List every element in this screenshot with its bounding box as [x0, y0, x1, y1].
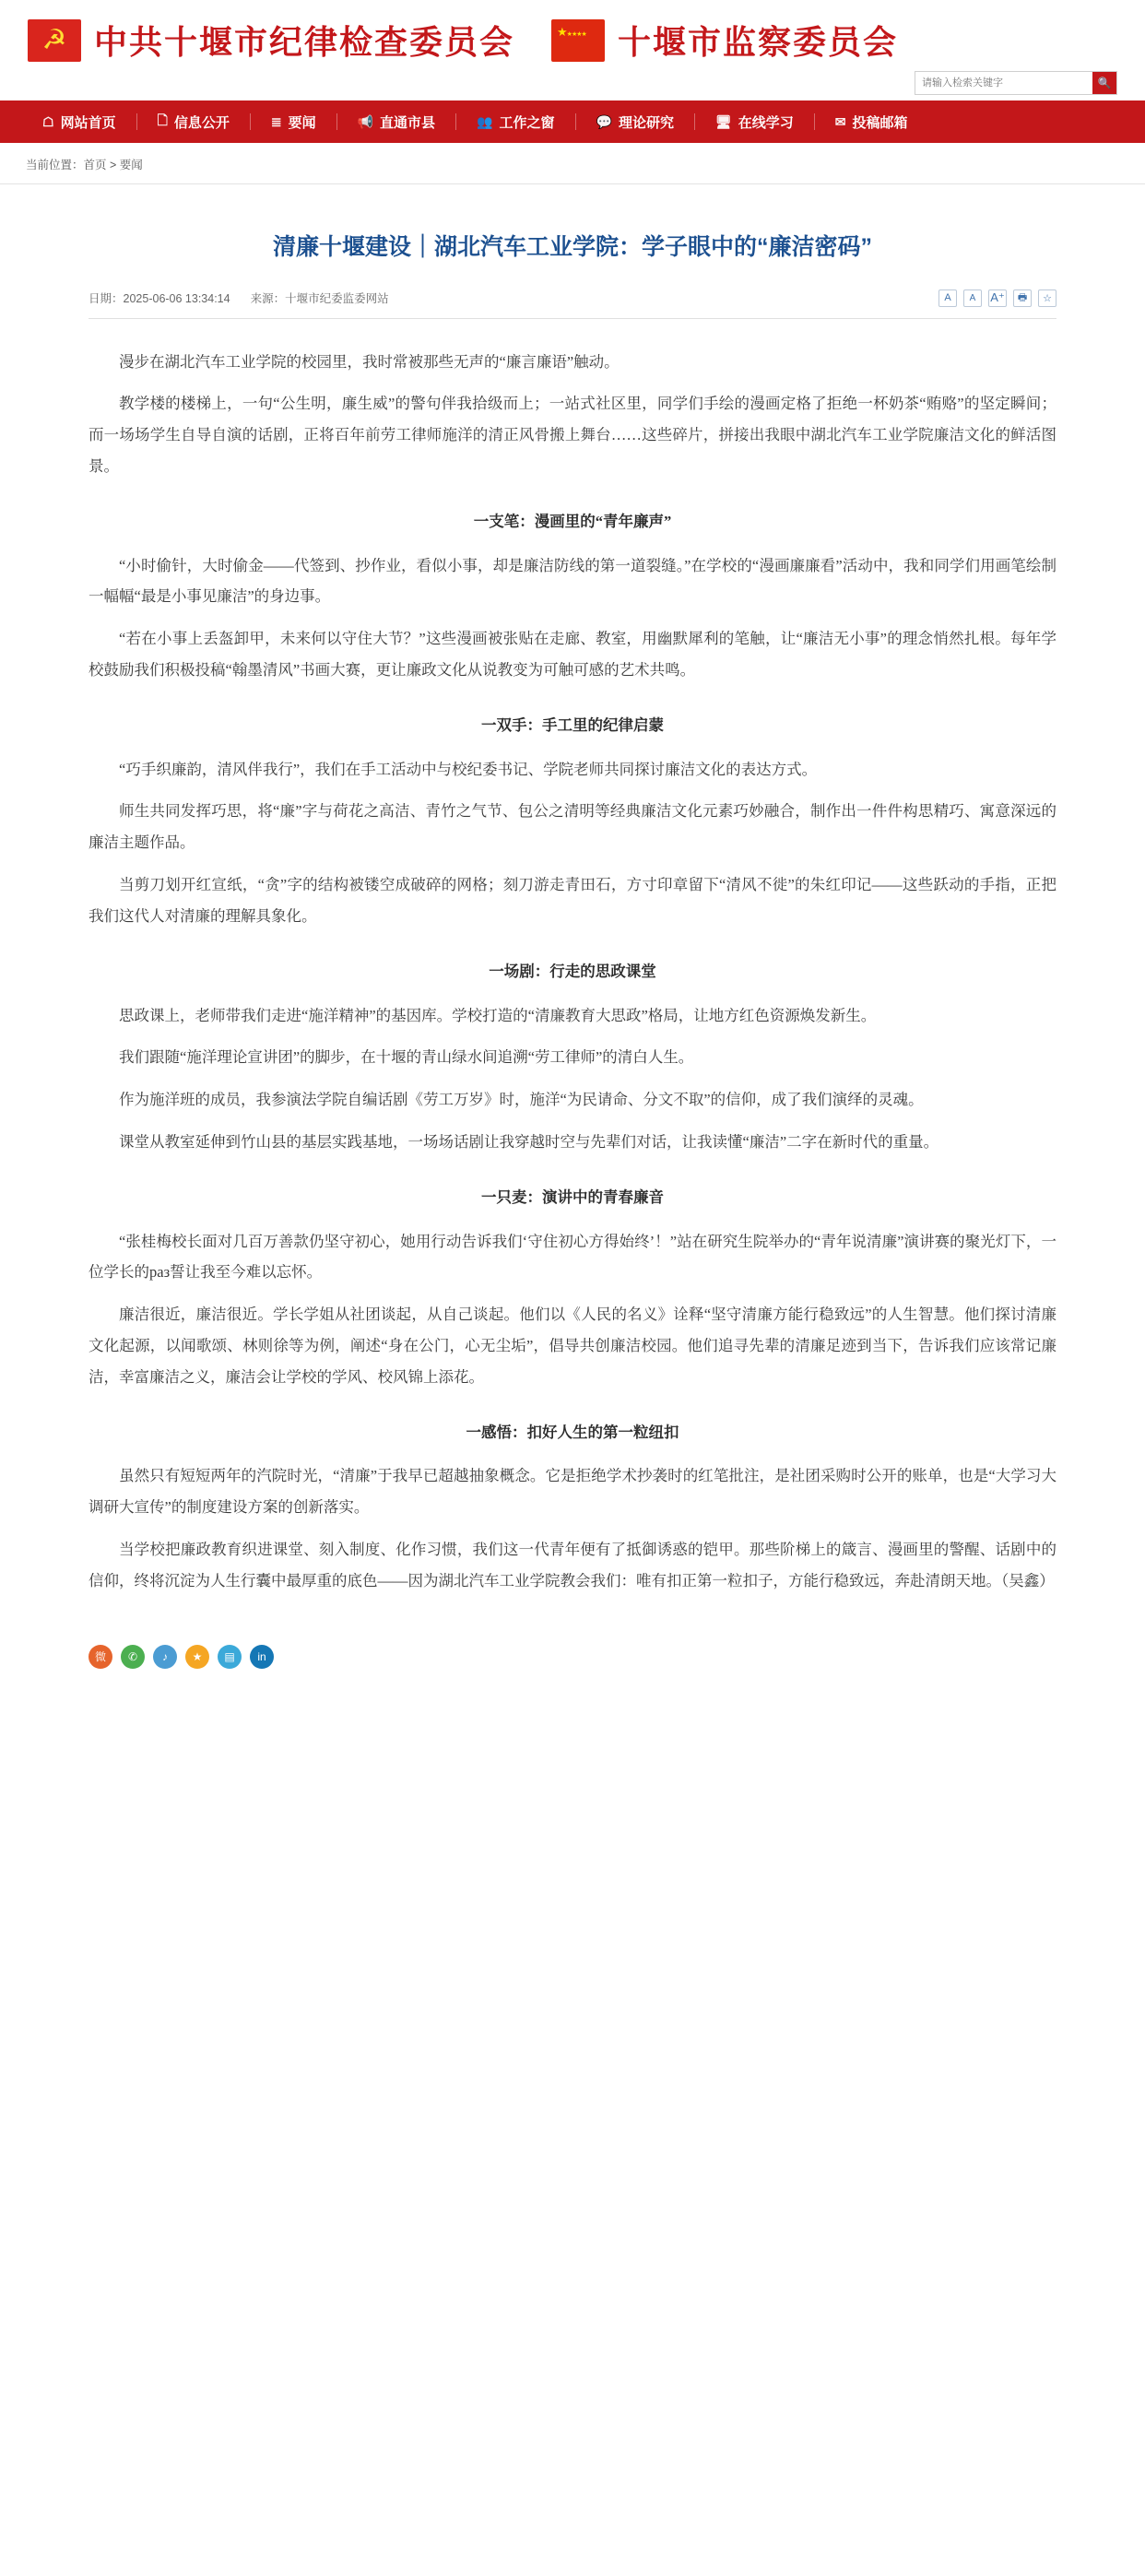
article-subheading: 一场剧：行走的思政课堂 [489, 962, 656, 980]
brand-left[interactable] [28, 17, 514, 64]
article-body [89, 319, 1056, 1597]
article-meta [89, 290, 1056, 319]
font-size-large-button[interactable]: A⁺ [988, 290, 1007, 307]
breadcrumb-item-home[interactable]: 首页 [83, 159, 107, 171]
article-paragraph: 思政课上，老师带我们走进“施洋精神”的基因库。学校打造的“清廉教育大思政”格局，让地方红色资源焕发新生。 [119, 1006, 877, 1024]
wechat-share-icon[interactable]: ✆ [121, 1645, 145, 1669]
article-paragraph: “小时偷针，大时偷金——代签到、抄作业，看似小事，却是廉洁防线的第一道裂缝。”在学校的“漫画廉廉看”活动中，我和同学们用画笔绘制一幅幅“最是小事见廉洁”的身边事。 [89, 556, 1056, 606]
list-icon: ≣ [270, 113, 282, 129]
stars-glyph: ★★★★★ [557, 24, 586, 39]
article-paragraph: 作为施洋班的成员，我参演法学院自编话剧《劳工万岁》时，施洋“为民请命、分文不取”的信仰，成了我们演绎的灵魂。 [119, 1091, 924, 1109]
page-title: 清廉十堰建设｜湖北汽车工业学院：学子眼中的“廉洁密码” [272, 234, 872, 260]
article-paragraph: 教学楼的楼梯上，一句“公生明，廉生威”的警句伴我拾级而上；一站式社区里，同学们手绘的漫画定格了拒绝一杯奶茶“贿赂”的坚定瞬间；而一场场学生自导自演的话剧，正将百年前劳工律师施洋的清正风骨搬上舞台……这些碎片，拼接出我眼中湖北汽车工业学院廉洁文化的鲜活图景。 [89, 395, 1056, 475]
article-paragraph: “若在小事上丢盔卸甲，未来何以守住大节？”这些漫画被张贴在走廊、教室，用幽默犀利的笔触，让“廉洁无小事”的理念悄然扎根。每年学校鼓励我们积极投稿“翰墨清风”书画大赛，更让廉政文化从说教变为可触可感的艺术共鸣。 [89, 630, 1056, 679]
brand-right[interactable] [551, 17, 898, 64]
nav-item-submit-mail[interactable] [815, 100, 928, 143]
site-header [0, 0, 1145, 71]
article-subheading: 一支笔：漫画里的“青年廉声” [473, 512, 672, 530]
weibo-share-icon[interactable]: 微 [89, 1645, 112, 1669]
nav-item-direct-city[interactable] [337, 100, 455, 143]
article-paragraph: 课堂从教室延伸到竹山县的基层实践基地，一场场话剧让我穿越时空与先辈们对话，让我读懂“廉洁”二字在新时代的重量。 [119, 1132, 939, 1151]
article-meta-left [89, 290, 389, 306]
nav-item-online-study[interactable] [695, 100, 814, 143]
breadcrumb [0, 143, 1145, 184]
search-box[interactable] [915, 71, 1117, 95]
document-icon: 🗋 [157, 112, 168, 127]
breadcrumb-separator: > [106, 159, 120, 171]
article-paragraph: 漫步在湖北汽车工业学院的校园里，我时常被那些无声的“廉言廉语”触动。 [119, 352, 620, 371]
brand-right-title: 十堰市监察委员会 [618, 24, 899, 61]
nav-item-theory-research[interactable] [576, 100, 694, 143]
notify-share-icon[interactable]: ♪ [153, 1645, 177, 1669]
article-subheading: 一感悟：扣好人生的第一粒纽扣 [466, 1423, 679, 1441]
article-source: 来源：十堰市纪委监委网站 [250, 292, 389, 305]
brand-left-title: 中共十堰市纪律检查委员会 [94, 24, 515, 61]
nav-label: 信息公开 [173, 114, 230, 131]
favorite-share-icon[interactable]: ★ [185, 1645, 209, 1669]
nav-label: 网站首页 [60, 114, 116, 131]
people-icon: 👥 [477, 113, 493, 129]
article-subheading: 一只麦：演讲中的青春廉音 [481, 1188, 664, 1206]
nav-item-news[interactable] [251, 100, 336, 143]
nav-label: 要闻 [288, 114, 316, 131]
font-size-medium-button[interactable]: A [963, 290, 982, 307]
article-paragraph: 当剪刀划开红宣纸，“贪”字的结构被镂空成破碎的网格；刻刀游走青田石，方寸印章留下“清风不徙”的朱红印记——这些跃动的手指，正把我们这代人对清廉的理解具象化。 [89, 876, 1056, 925]
article-paragraph: 当学校把廉政教育织进课堂、刻入制度、化作习惯，我们这一代青年便有了抵御诱惑的铠甲。那些阶梯上的箴言、漫画里的警醒、话剧中的信仰，终将沉淀为人生行囊中最厚重的底色——因为湖北汽车工业学院教会我们：唯有扣正第一粒扣子，方能行稳致远，奔赴清朗天地。（吴鑫） [89, 1541, 1056, 1589]
nav-item-info-disclosure[interactable] [137, 100, 250, 143]
nav-label: 工作之窗 [499, 114, 555, 131]
main-nav [0, 100, 1145, 143]
article-paragraph: 我们跟随“施洋理论宣讲团”的脚步，在十堰的青山绿水间追溯“劳工律师”的清白人生。 [119, 1048, 694, 1067]
qq-share-icon[interactable]: ▤ [218, 1645, 242, 1669]
party-emblem-icon [28, 19, 81, 62]
printer-icon[interactable]: 🖶 [1013, 290, 1032, 307]
article [0, 184, 1145, 1617]
star-icon[interactable]: ☆ [1038, 290, 1056, 307]
article-paragraph: 廉洁很近，廉洁很近。学长学姐从社团谈起，从自己谈起。他们以《人民的名义》诠释“坚守清廉方能行稳致远”的人生智慧。他们探讨清廉文化起源，以闻歌颂、林则徐等为例，阐述“身在公门，心无尘垢”，倡导共创廉洁校园。他们追寻先辈的清廉足迹到当下，告诉我们应该常记廉洁，幸富廉洁之义，廉洁会让学校的学风、校风锦上添花。 [89, 1306, 1056, 1386]
article-paragraph: “巧手织廉韵，清风伴我行”，我们在手工活动中与校纪委书记、学院老师共同探讨廉洁文化的表达方式。 [119, 760, 818, 778]
mail-icon: ✉ [834, 113, 846, 129]
article-subheading: 一双手：手工里的纪律启蒙 [481, 715, 664, 734]
nav-item-home[interactable] [22, 100, 136, 143]
linkedin-share-icon[interactable]: in [250, 1645, 274, 1669]
article-date: 日期：2025-06-06 13:34:14 [89, 292, 230, 305]
home-icon: ☖ [42, 113, 54, 129]
nav-label: 投稿邮箱 [852, 114, 908, 131]
national-emblem-icon [551, 19, 605, 62]
nav-label: 在线学习 [738, 114, 794, 131]
nav-label: 直通市县 [380, 114, 436, 131]
search-input[interactable] [915, 72, 1092, 94]
article-paragraph: “张桂梅校长面对几百万善款仍坚守初心，她用行动告诉我们‘守住初心方得始终’！”站在研究生院举办的“青年说清廉”演讲赛的聚光灯下，一位学长的раз誓让我至今难以忘怀。 [89, 1232, 1056, 1282]
search-row [0, 71, 1145, 100]
monitor-icon: 🖥 [714, 113, 732, 129]
font-size-small-button[interactable]: A [938, 290, 957, 307]
speech-icon: 💬 [596, 113, 612, 129]
megaphone-icon: 📢 [357, 113, 374, 129]
nav-label: 理论研究 [618, 114, 674, 131]
hammer-sickle-glyph: ☭ [41, 24, 67, 55]
search-icon[interactable]: 🔍 [1092, 72, 1116, 94]
breadcrumb-item-news[interactable]: 要闻 [119, 159, 143, 171]
article-paragraph: 虽然只有短短两年的汽院时光，“清廉”于我早已超越抽象概念。它是拒绝学术抄袭时的红笔批注，是社团采购时公开的账单，也是“大学习大调研大宣传”的制度建设方案的创新落实。 [89, 1467, 1056, 1517]
article-paragraph: 师生共同发挥巧思，将“廉”字与荷花之高洁、青竹之气节、包公之清明等经典廉洁文化元素巧妙融合，制作出一件件构思精巧、寓意深远的廉洁主题作品。 [89, 802, 1056, 852]
breadcrumb-prefix: 当前位置： [26, 159, 84, 171]
article-meta-tools [938, 290, 1056, 307]
share-row [0, 1617, 1145, 1709]
nav-item-work-window[interactable] [456, 100, 574, 143]
